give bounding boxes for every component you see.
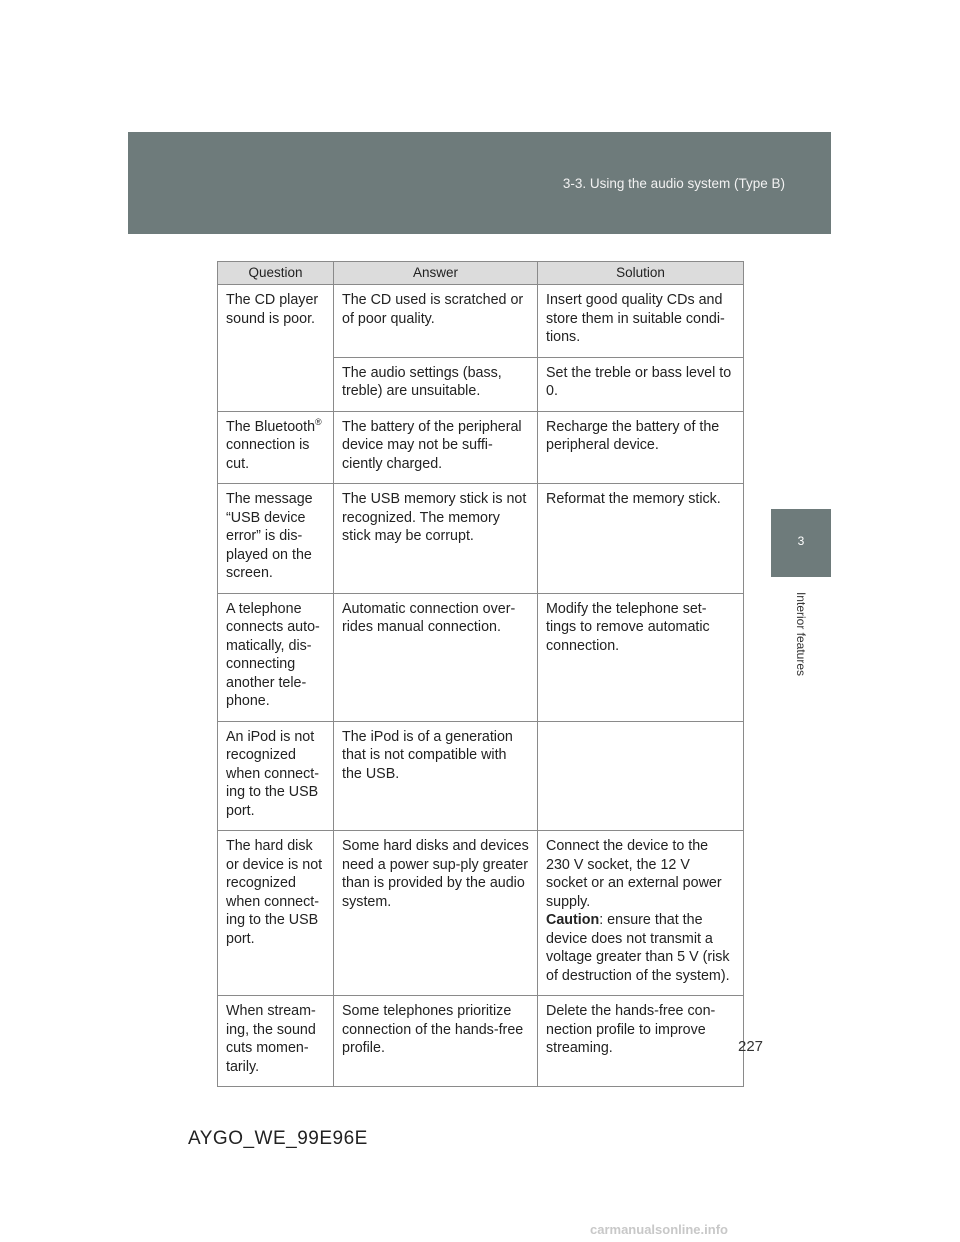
table-row — [218, 593, 744, 721]
question-cell: A telephone connects auto-matically, dis-connecting another tele-phone. — [218, 593, 334, 721]
solution-cell: Recharge the battery of the peripheral device. — [538, 411, 744, 484]
solution-cell: Delete the hands-free con-nection profile to improve streaming. — [538, 996, 744, 1087]
solution-cell — [538, 721, 744, 831]
table-row — [218, 484, 744, 594]
column-header-solution: Solution — [538, 262, 744, 285]
solution-cell: Set the treble or bass level to 0. — [538, 357, 744, 411]
answer-cell: Some hard disks and devices need a power sup-ply greater than is provided by the audio system. — [334, 831, 538, 996]
question-cell: The CD player sound is poor. — [218, 285, 334, 412]
question-cell: An iPod is not recognized when connect-ing to the USB port. — [218, 721, 334, 831]
answer-cell: The audio settings (bass, treble) are unsuitable. — [334, 357, 538, 411]
solution-cell: Reformat the memory stick. — [538, 484, 744, 594]
answer-cell: The battery of the peripheral device may not be suffi-ciently charged. — [334, 411, 538, 484]
question-cell: The hard disk or device is not recognized when connect-ing to the USB port. — [218, 831, 334, 996]
chapter-label-container — [771, 578, 831, 690]
table-row — [218, 996, 744, 1087]
answer-cell: Automatic connection over-rides manual connection. — [334, 593, 538, 721]
answer-cell: The USB memory stick is not recognized. The memory stick may be corrupt. — [334, 484, 538, 594]
column-header-answer: Answer — [334, 262, 538, 285]
caution-text: : ensure that the device does not transmit a voltage greater than 5 V (risk of destruction of the system). — [546, 912, 730, 984]
caution-label: Caution — [546, 912, 600, 928]
question-text-rest: connection is cut. — [226, 437, 310, 472]
chapter-number: 3 — [797, 534, 805, 548]
question-cell: The message “USB device error” is dis-played on the screen. — [218, 484, 334, 594]
troubleshooting-table — [217, 261, 744, 1087]
question-cell: When stream-ing, the sound cuts momen-tarily. — [218, 996, 334, 1087]
column-header-question: Question — [218, 262, 334, 285]
section-title: 3-3. Using the audio system (Type B) — [562, 176, 785, 191]
table-row — [218, 285, 744, 358]
section-header-band — [128, 132, 831, 234]
solution-cell: Modify the telephone set-tings to remove automatic connection. — [538, 593, 744, 721]
watermark: carmanualsonline.info — [590, 1222, 728, 1237]
registered-mark: ® — [315, 416, 322, 427]
table-row — [218, 411, 744, 484]
table-row — [218, 831, 744, 996]
document-code: AYGO_WE_99E96E — [188, 1128, 368, 1149]
solution-cell — [538, 831, 744, 996]
question-cell — [218, 411, 334, 484]
solution-text: Connect the device to the 230 V socket, the 12 V socket or an external power supply. — [546, 838, 722, 910]
page-number: 227 — [738, 1038, 764, 1055]
table-header-row — [218, 262, 744, 285]
answer-cell: The CD used is scratched or of poor quality. — [334, 285, 538, 358]
solution-cell: Insert good quality CDs and store them in suitable condi-tions. — [538, 285, 744, 358]
question-text: The Bluetooth — [226, 418, 316, 435]
answer-cell: The iPod is of a generation that is not compatible with the USB. — [334, 721, 538, 831]
table-row — [218, 721, 744, 831]
chapter-label: Interior features — [794, 591, 808, 677]
answer-cell: Some telephones prioritize connection of the hands-free profile. — [334, 996, 538, 1087]
chapter-tab — [771, 509, 831, 577]
